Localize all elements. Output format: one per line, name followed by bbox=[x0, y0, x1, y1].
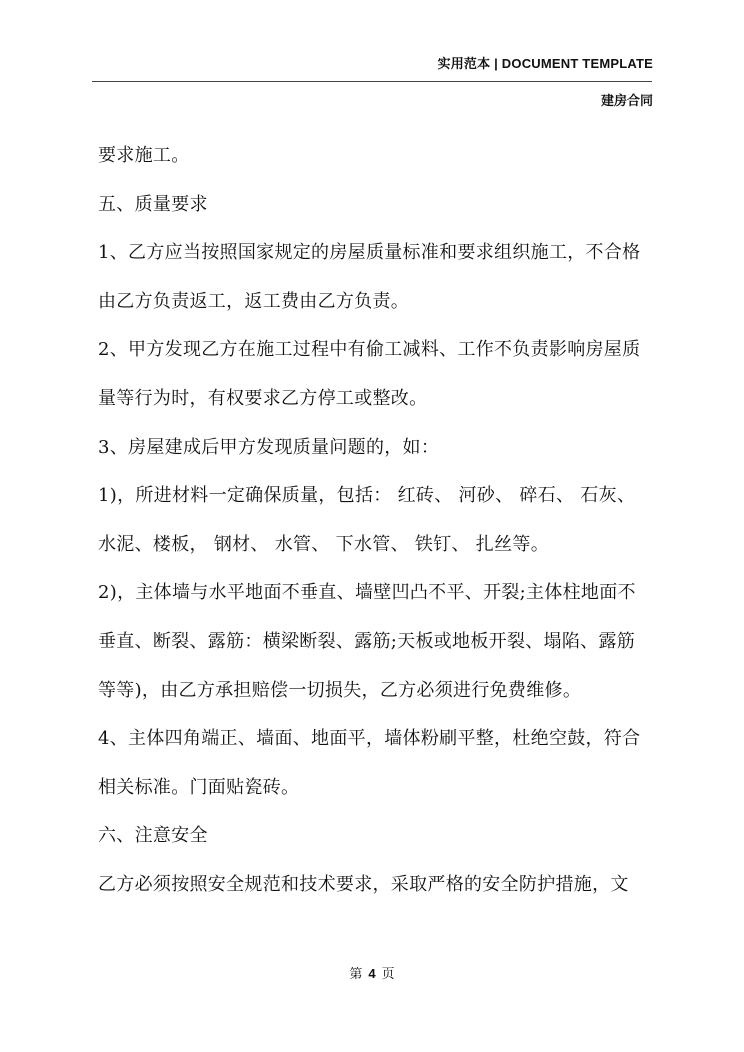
body-line: 1、乙方应当按照国家规定的房屋质量标准和要求组织施工，不合格 bbox=[98, 242, 641, 264]
body-line: 3、房屋建成后甲方发现质量问题的，如： bbox=[98, 436, 440, 458]
body-line: 乙方必须按照安全规范和技术要求，采取严格的安全防护措施，文 bbox=[98, 873, 629, 895]
body-line: 相关标准。门面贴瓷砖。 bbox=[98, 776, 300, 798]
page-footer bbox=[0, 963, 744, 982]
section-heading: 五、质量要求 bbox=[98, 193, 208, 215]
body-line: 要求施工。 bbox=[98, 145, 190, 166]
body-line: 由乙方负责返工，返工费由乙方负责。 bbox=[98, 290, 410, 312]
section-heading: 六、注意安全 bbox=[98, 825, 208, 847]
document-body bbox=[98, 135, 658, 913]
body-line: 2)，主体墙与水平地面不垂直、墙壁凹凸不平、开裂;主体柱地面不 bbox=[98, 582, 636, 604]
body-line: 1)，所进材料一定确保质量，包括： 红砖、 河砂、 碎石、 石灰、 bbox=[98, 485, 636, 507]
body-line: 水泥、楼板， 钢材、 水管、 下水管、 铁钉、 扎丝等。 bbox=[98, 533, 550, 555]
page-number: 4 bbox=[368, 966, 376, 981]
header-title: 实用范本 | DOCUMENT TEMPLATE bbox=[437, 56, 653, 71]
body-line: 量等行为时，有权要求乙方停工或整改。 bbox=[98, 387, 428, 409]
footer-prefix: 第 bbox=[349, 967, 363, 982]
body-line: 4、主体四角端正、墙面、地面平，墙体粉刷平整，杜绝空鼓，符合 bbox=[98, 728, 641, 750]
header-divider bbox=[92, 81, 652, 82]
body-line: 2、甲方发现乙方在施工过程中有偷工减料、工作不负责影响房屋质 bbox=[98, 339, 641, 361]
body-line: 等等)，由乙方承担赔偿一切损失，乙方必须进行免费维修。 bbox=[98, 679, 582, 701]
header-subtitle: 建房合同 bbox=[600, 93, 653, 108]
body-line: 垂直、断裂、露筋：横梁断裂、露筋;天板或地板开裂、塌陷、露筋 bbox=[98, 630, 636, 652]
footer-suffix: 页 bbox=[381, 967, 395, 982]
